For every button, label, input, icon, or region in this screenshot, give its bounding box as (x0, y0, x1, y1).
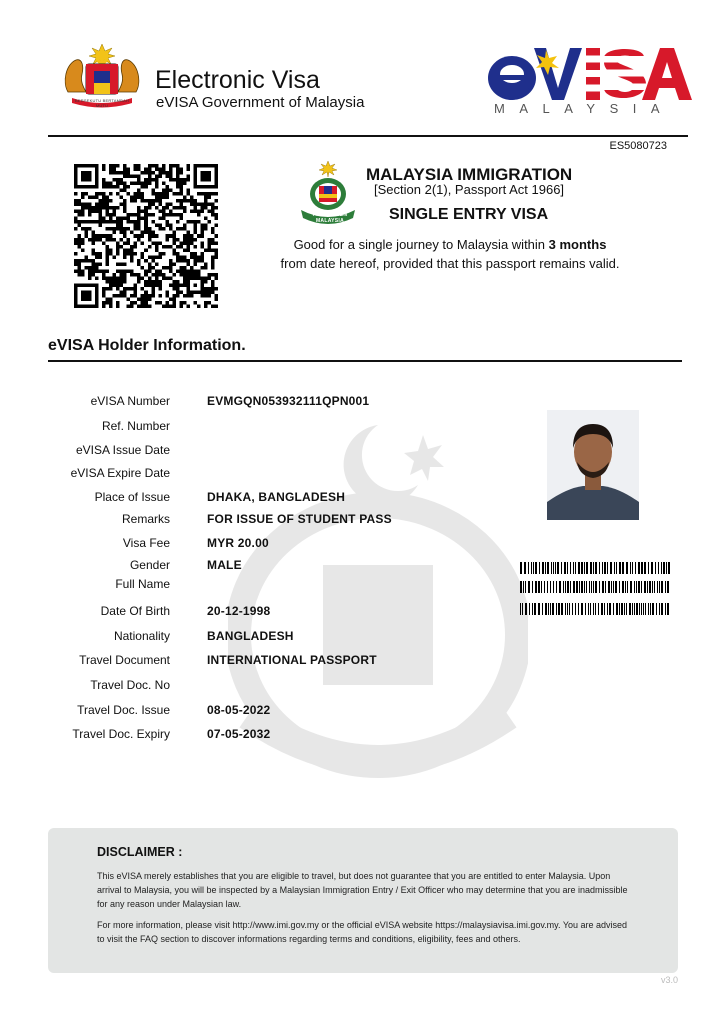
version-label: v3.0 (660, 975, 678, 985)
field-label: Nationality (113, 629, 170, 643)
field-value: FOR ISSUE OF STUDENT PASS (207, 512, 392, 526)
field-label: Place of Issue (94, 490, 170, 504)
validity-line-2: from date hereof, provided that this passport remains valid. (280, 256, 620, 271)
field-label: Travel Doc. Issue (77, 703, 170, 717)
immigration-title: MALAYSIA IMMIGRATION (366, 165, 573, 184)
barcode-2 (520, 581, 672, 593)
disclaimer-paragraph-2: For more information, please visit http://www.imi.gov.my or the official eVISA website https://malaysiavisa.imi.gov.my. You are advised to visit the FAQ section to discover informations regarding terms and conditions, eligibility, fees and others. (97, 920, 628, 944)
field-label: Gender (129, 558, 170, 572)
passport-act: [Section 2(1), Passport Act 1966] (374, 182, 565, 197)
field-label: Travel Doc. No (90, 678, 170, 692)
field-value: INTERNATIONAL PASSPORT (207, 653, 377, 667)
field-label: Visa Fee (122, 536, 170, 550)
section-title: eVISA Holder Information. (48, 337, 246, 354)
field-label: Ref. Number (101, 419, 170, 433)
field-label: Full Name (115, 577, 170, 591)
validity-line-1 (240, 237, 660, 252)
field-value: MYR 20.00 (207, 536, 269, 550)
emblem-label: PROGRESEN MALAYSIA (312, 212, 348, 224)
disclaimer-title: DISCLAIMER : (97, 845, 183, 859)
disclaimer-paragraph-1: This eVISA merely establishes that you are eligible to travel, but does not guarantee that you are entitled to enter Malaysia. Upon arrival to Malaysia, you will be inspected by a Malaysian Immigration Entry / Exit Officer who may determine that you are inadmissible for any reason under Malaysian law. (97, 871, 628, 909)
field-label: Date Of Birth (100, 604, 170, 618)
evisa-logo-country: MALAYSIA (494, 101, 675, 116)
barcode-1 (520, 562, 672, 574)
field-label: eVISA Expire Date (70, 466, 170, 480)
page-subtitle: eVISA Government of Malaysia (156, 94, 365, 111)
evisa-logo (486, 44, 692, 104)
holder-photo (547, 410, 639, 520)
field-value: 07-05-2032 (207, 727, 271, 741)
field-value: DHAKA, BANGLADESH (207, 490, 346, 504)
validity-prefix: Good for a single journey to Malaysia within (293, 237, 549, 252)
field-value: MALE (207, 558, 242, 572)
field-value: EVMGQN053932111QPN001 (207, 394, 370, 408)
coat-of-arms-motto: BERSEKUTU BERTAMBAH MUTU (75, 98, 129, 108)
field-label: eVISA Issue Date (75, 443, 170, 457)
document-number: ES5080723 (609, 140, 667, 152)
section-divider (48, 360, 682, 362)
visa-type: SINGLE ENTRY VISA (389, 206, 549, 223)
header-divider (48, 135, 688, 137)
field-label: Remarks (121, 512, 170, 526)
validity-duration: 3 months (548, 237, 607, 252)
field-label: Travel Document (79, 653, 170, 667)
field-label: eVISA Number (90, 394, 170, 408)
qr-code (74, 164, 218, 308)
field-value: 20-12-1998 (207, 604, 271, 618)
field-label: Travel Doc. Expiry (72, 727, 170, 741)
field-value: BANGLADESH (207, 629, 294, 643)
field-value: 08-05-2022 (207, 703, 271, 717)
watermark-emblem-icon (228, 415, 528, 795)
barcode-3 (520, 603, 672, 615)
page-title: Electronic Visa (155, 66, 320, 94)
